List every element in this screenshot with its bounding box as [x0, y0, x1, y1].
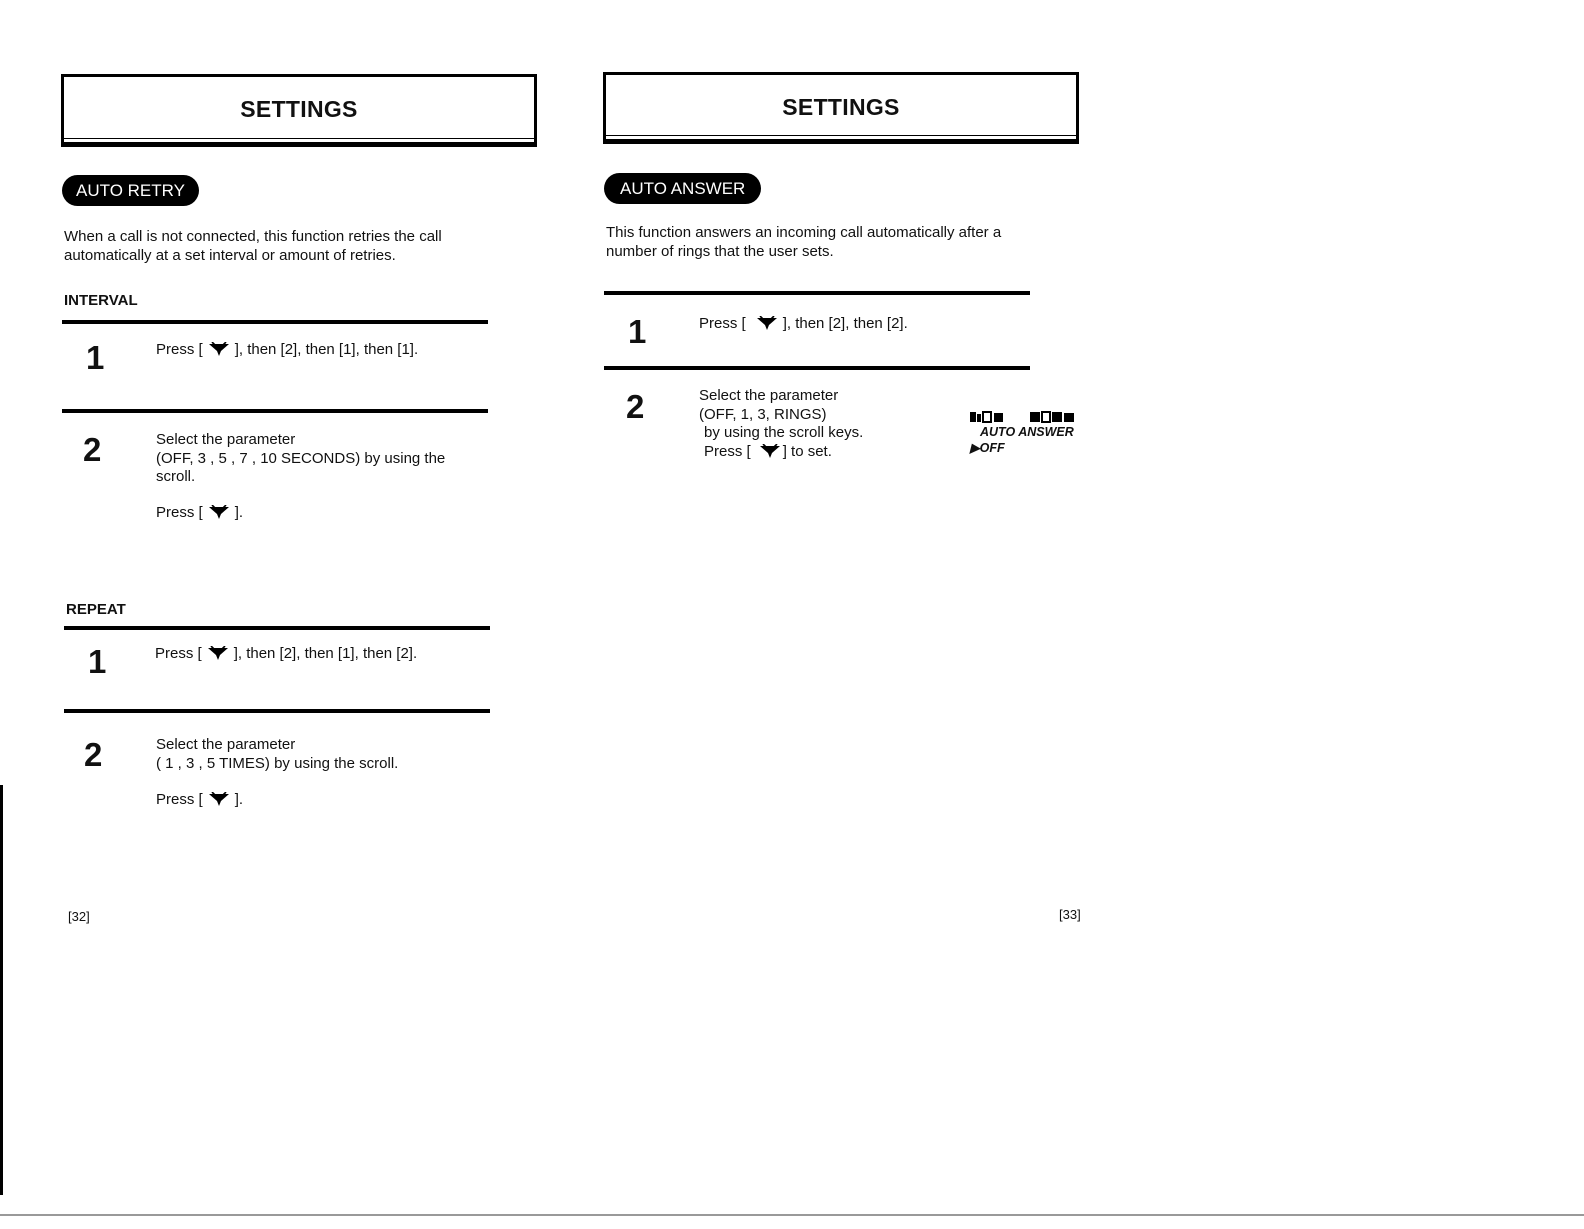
lcd-status-icons — [970, 410, 1076, 424]
press-label: Press [ — [704, 442, 751, 460]
page-number: [32] — [68, 909, 90, 924]
step-number: 2 — [626, 388, 645, 425]
press-label: Press [ — [156, 791, 203, 808]
intro-line: This function answers an incoming call automatically after a — [606, 224, 1002, 241]
page-bottom-edge — [0, 1214, 1584, 1216]
step-line: scroll. — [156, 468, 196, 485]
lcd-display — [970, 410, 1076, 456]
step-number: 2 — [84, 736, 103, 773]
menu-key-icon — [208, 342, 230, 362]
step-line: (OFF, 3 , 5 , 7 , 10 SECONDS) by using the — [156, 449, 446, 467]
page-title: SETTINGS — [240, 96, 358, 122]
step-line: (OFF, 1, 3, RINGS) — [699, 405, 827, 423]
intro-line: When a call is not connected, this function retries the call — [64, 228, 442, 245]
page-title: SETTINGS — [782, 93, 900, 120]
step-line: by using the scroll keys. — [704, 424, 864, 441]
auto-retry-badge: AUTO RETRY — [62, 175, 199, 206]
auto-answer-step1-text — [699, 315, 908, 336]
step-number: 1 — [628, 313, 647, 350]
press-label: Press [ — [699, 315, 746, 332]
step-instruction: ], then [2], then [1], then [2]. — [233, 645, 418, 662]
step-number: 1 — [86, 339, 105, 376]
auto-answer-step2-text — [699, 387, 863, 463]
press-label: Press [ — [155, 645, 202, 662]
step-number: 2 — [83, 431, 102, 468]
menu-key-icon — [208, 505, 230, 525]
interval-step1-text — [156, 341, 418, 362]
repeat-step1-text — [155, 645, 417, 666]
press-label: Press [ — [156, 503, 203, 521]
step-line: Select the parameter — [156, 431, 296, 448]
page-number: [33] — [1059, 907, 1081, 922]
divider — [62, 320, 488, 324]
press-end: ]. — [234, 503, 244, 521]
intro-line: automatically at a set interval or amount of retries. — [64, 247, 396, 264]
divider — [62, 409, 488, 413]
menu-key-icon — [756, 316, 778, 336]
binding-edge — [0, 785, 3, 1195]
press-label: Press [ — [156, 341, 203, 358]
step-line: ( 1 , 3 , 5 TIMES) by using the scroll. — [156, 754, 399, 772]
press-end: ] to set. — [782, 442, 832, 460]
auto-answer-badge: AUTO ANSWER — [604, 173, 761, 204]
step-line: Select the parameter — [156, 736, 296, 753]
interval-step2-text — [156, 431, 445, 524]
lcd-line-value: ▶OFF — [970, 441, 1005, 455]
repeat-step2-text — [156, 736, 398, 812]
intro-line: number of rings that the user sets. — [606, 243, 834, 260]
auto-retry-intro — [64, 227, 442, 265]
step-instruction: ], then [2], then [1], then [1]. — [234, 341, 419, 358]
menu-key-icon — [207, 646, 229, 666]
divider — [64, 709, 490, 713]
press-end: ]. — [234, 791, 244, 808]
menu-key-icon — [208, 792, 230, 812]
repeat-heading: REPEAT — [66, 601, 126, 618]
right-page-header — [603, 72, 1079, 144]
divider — [64, 626, 490, 630]
divider — [604, 366, 1030, 370]
left-page-header — [61, 74, 537, 147]
step-instruction: ], then [2], then [2]. — [782, 315, 908, 332]
lcd-line-title: AUTO ANSWER — [980, 425, 1074, 439]
step-number: 1 — [88, 643, 107, 680]
interval-heading: INTERVAL — [64, 292, 138, 309]
divider — [604, 291, 1030, 295]
menu-key-icon — [759, 444, 781, 464]
step-line: Select the parameter — [699, 387, 839, 404]
auto-answer-intro — [606, 223, 1001, 261]
